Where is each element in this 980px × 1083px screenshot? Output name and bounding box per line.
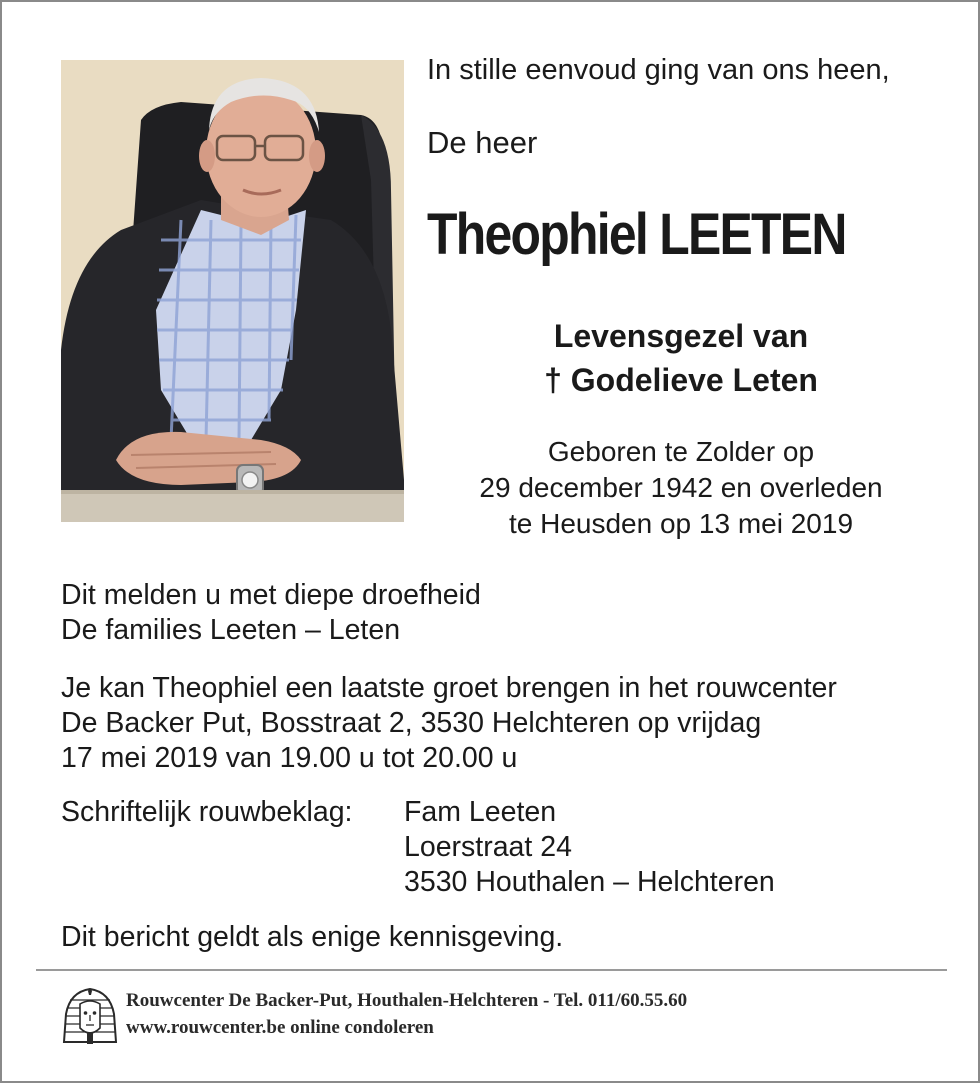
closing-text: Dit bericht geldt als enige kennisgeving. bbox=[61, 921, 564, 953]
announce-line-2: De families Leeten – Leten bbox=[61, 614, 401, 646]
partner-block bbox=[406, 314, 956, 402]
pharaoh-head-icon bbox=[62, 986, 118, 1048]
condolence-addr-line-2: Loerstraat 24 bbox=[404, 831, 572, 863]
birth-line-2: 29 december 1942 en overleden bbox=[479, 472, 883, 503]
announce-line-1: Dit melden u met diepe droefheid bbox=[61, 579, 481, 611]
partner-line-1: Levensgezel van bbox=[553, 318, 809, 354]
condolence-label: Schriftelijk rouwbeklag: bbox=[61, 796, 353, 828]
footer-divider bbox=[36, 969, 947, 971]
salutation: De heer bbox=[427, 125, 538, 160]
visitation-block bbox=[61, 671, 837, 776]
condolence-addr-line-3: 3530 Houthalen – Helchteren bbox=[404, 866, 775, 898]
condolence-address bbox=[404, 795, 775, 900]
partner-line-2: † Godelieve Leten bbox=[544, 362, 818, 398]
intro-text: In stille eenvoud ging van ons heen, bbox=[427, 54, 890, 86]
announcement-block bbox=[61, 578, 481, 648]
footer-line-1: Rouwcenter De Backer-Put, Houthalen-Helchteren - Tel. 011/60.55.60 bbox=[126, 990, 688, 1011]
footer-line-2: www.rouwcenter.be online condoleren bbox=[126, 1017, 434, 1038]
visit-line-2: De Backer Put, Bosstraat 2, 3530 Helchteren op vrijdag bbox=[61, 707, 762, 739]
visit-line-3: 17 mei 2019 van 19.00 u tot 20.00 u bbox=[61, 742, 518, 774]
birth-line-3: te Heusden op 13 mei 2019 bbox=[508, 508, 854, 539]
birth-death-block bbox=[406, 434, 956, 542]
footer-contact bbox=[126, 987, 687, 1041]
birth-line-1: Geboren te Zolder op bbox=[547, 436, 815, 467]
deceased-name: Theophiel LEETEN bbox=[427, 202, 846, 267]
visit-line-1: Je kan Theophiel een laatste groet brengen in het rouwcenter bbox=[61, 672, 837, 704]
portrait-photo bbox=[61, 60, 404, 522]
condolence-addr-line-1: Fam Leeten bbox=[404, 796, 557, 828]
